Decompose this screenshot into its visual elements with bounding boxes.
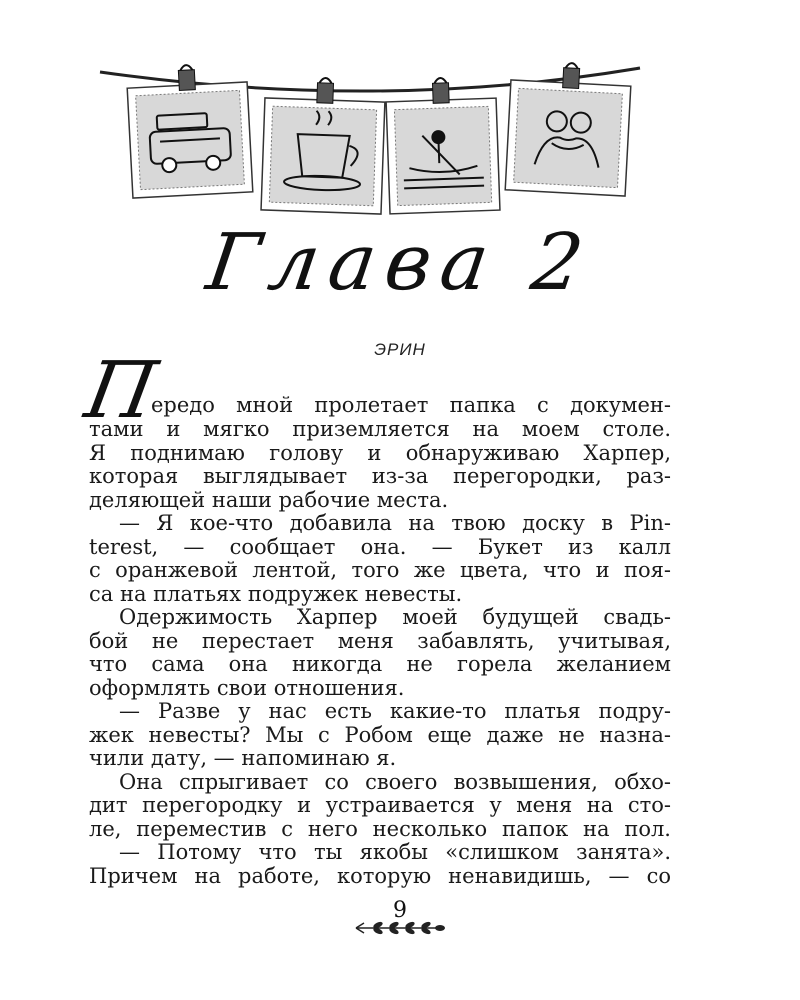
photo-frame-3 — [385, 76, 500, 214]
body-line: которая выглядывает из-за перегородки, раз- — [89, 464, 671, 488]
body-line: Причем на работе, которую ненавидишь, — со — [89, 863, 671, 888]
page-number: 9 — [393, 898, 407, 923]
body-line: — Разве у нас есть какие-то платья подру- — [119, 699, 671, 723]
body-line: Она спрыгивает со своего возвышения, обхо- — [119, 769, 671, 794]
body-line: чили дату, — напоминаю я. — [89, 746, 397, 770]
body-line: тами и мягко приземляется на моем столе. — [89, 417, 671, 441]
body-line: ле, переместив с него несколько папок на пол. — [89, 816, 671, 841]
body-line: terest, — сообщает она. — Букет из калл — [89, 534, 671, 559]
body-line: дит перегородку и устраивается у меня на сто- — [89, 793, 671, 817]
body-line: бой не перестает меня забавлять, учитывая, — [89, 628, 671, 653]
body-line: деляющей наши рабочие места. — [89, 487, 449, 512]
body-line: Я поднимаю голову и обнаруживаю Харпер, — [89, 440, 671, 465]
body-line: жек невесты? Мы с Робом еще даже не назна- — [89, 722, 671, 747]
body-line: Одержимость Харпер моей будущей свадь- — [119, 605, 671, 629]
body-line: — Я кое-что добавила на твою доску в Pin- — [119, 511, 671, 535]
narrator-name: ЭРИН — [374, 340, 426, 359]
drop-cap: П — [79, 346, 163, 436]
chapter-title: Глава 2 — [201, 218, 599, 308]
photo-frame-2 — [261, 76, 386, 214]
body-line: ередо мной пролетает папка с докумен- — [151, 393, 671, 417]
photo-frame-1 — [126, 62, 253, 198]
body-line: с оранжевой лентой, того же цвета, что и поя- — [89, 558, 671, 582]
body-line: что сама она никогда не горела желанием — [89, 652, 671, 676]
photo-garland — [0, 0, 800, 215]
photo-frame-4 — [505, 60, 632, 196]
leaf-ornament-icon — [352, 920, 448, 936]
body-line: — Потому что ты якобы «слишком занята». — [119, 840, 671, 864]
body-line: оформлять свои отношения. — [89, 675, 405, 700]
body-line: са на платьях подружек невесты. — [89, 581, 463, 606]
